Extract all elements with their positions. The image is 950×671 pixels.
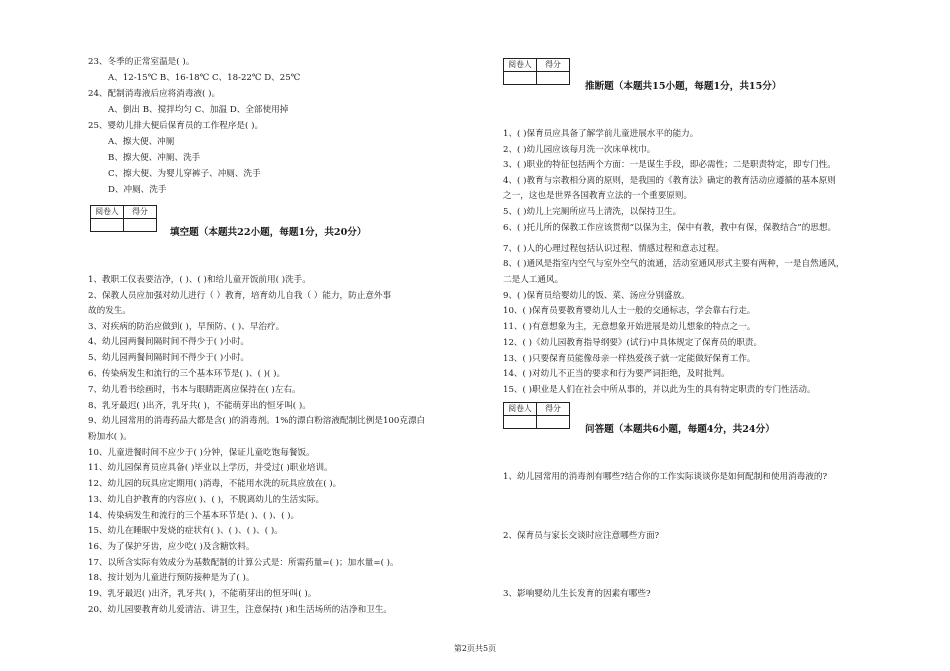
fill-line: 19、乳牙最迟( )出齐，乳牙共( )，不能萌芽出的恒牙叫( )。	[88, 589, 317, 599]
question-25-option-b: B、擦大便、冲厕、洗手	[108, 153, 201, 163]
judge-line: 1、( )保育员应具备了解学前儿童进展水平的能力。	[503, 129, 699, 139]
question-25: 25、婴幼儿排大便后保育员的工作程序是( )。	[88, 121, 264, 131]
fill-line: 15、幼儿在睡眠中发烧的症状有( )、( )、( )、( )。	[88, 526, 283, 536]
judge-line: 15、( )职业是人们在社会中所从事的，并以此为生的具有特定职责的专门性活动。	[503, 385, 816, 395]
question-23-options: A、12-15℃ B、16-18℃ C、18-22℃ D、25℃	[108, 73, 301, 83]
judge-line: 5、( )幼儿上完厕所应马上清洗，以保持卫生。	[503, 207, 682, 217]
judge-line: 10、( )保育员要教育婴幼儿人士一般的交通标志，学会靠右行走。	[503, 306, 756, 316]
fill-line: 粉加水( )。	[88, 432, 132, 442]
score-box-judge	[503, 58, 570, 85]
score-box-qa	[503, 402, 570, 429]
score-box-grader-label: 阅卷人	[91, 206, 124, 219]
judge-section-title: 推断题（本题共15小题，每题1分，共15分）	[585, 81, 782, 92]
fill-section-title: 填空题（本题共22小题，每题1分，共20分）	[170, 227, 367, 238]
question-24-options: A、倒出 B、搅拌均匀 C、加温 D、全部使用掉	[108, 105, 289, 115]
score-box-grader-label: 阅卷人	[504, 59, 537, 72]
fill-line: 8、乳牙最迟( )出齐，乳牙共( )，不能萌芽出的恒牙叫( )。	[88, 401, 311, 411]
judge-line: 14、( )对幼儿不正当的要求和行为要严词拒绝，及时批判。	[503, 369, 730, 379]
fill-line: 11、幼儿园保育员应具备( )毕业以上学历，并受过( )职业培训。	[88, 463, 333, 473]
fill-line: 6、传染病发生和流行的三个基本环节是( )、( )( )。	[88, 369, 286, 379]
fill-line: 18、按计划为儿童进行预防接种是为了( )。	[88, 573, 255, 583]
fill-line: 2、保教人员应加强对幼儿进行（ ）教育，培育幼儿自我（ ）能力，防止意外事	[88, 291, 392, 301]
score-box-score-cell	[537, 72, 570, 85]
fill-line: 故的发生。	[88, 306, 131, 316]
judge-line: 2、( )幼儿园应该每月洗一次床单枕巾。	[503, 145, 656, 155]
qa-question-2: 2、保育员与家长交谈时应注意哪些方面?	[503, 531, 660, 541]
question-25-option-c: C、擦大便、为婴儿穿裤子、冲厕、洗手	[108, 169, 261, 179]
question-25-option-d: D、冲厕、洗手	[108, 185, 167, 195]
score-box-score-label: 得分	[537, 403, 570, 416]
score-box-grader-cell	[504, 416, 537, 429]
judge-line: 二是人工通风。	[503, 275, 564, 285]
fill-line: 7、幼儿看书绘画时，书本与眼睛距离应保持在( )左右。	[88, 385, 301, 395]
score-box-score-cell	[124, 219, 157, 232]
fill-line: 9、幼儿园常用的消毒药品大都是含( )的消毒剂。1%的漂白粉溶液配制比例是100克漂白	[88, 416, 426, 426]
score-box-fill	[90, 205, 157, 232]
fill-line: 14、传染病发生和流行的三个基本环节是( )、( )、( )。	[88, 511, 300, 521]
fill-line: 5、幼儿园两餐间隔时间不得少于( )小时。	[88, 353, 249, 363]
score-box-grader-cell	[91, 219, 124, 232]
fill-line: 1、教职工仪表要洁净，( )、( )和给儿童开饭前用( )洗手。	[88, 275, 311, 285]
judge-line: 6、( )托儿所的保教工作应该贯彻“以保为主，保中有教，教中有保，保教结合”的思想。	[503, 223, 837, 233]
question-24: 24、配制消毒液后应将消毒液( )。	[88, 89, 221, 99]
qa-question-1: 1、幼儿园常用的消毒剂有哪些?结合你的工作实际谈谈你是如何配制和使用消毒液的?	[503, 472, 828, 482]
qa-section-title: 问答题（本题共6小题，每题4分，共24分）	[585, 424, 775, 435]
fill-line: 16、为了保护牙齿，应少吃( )及含糖饮料。	[88, 542, 255, 552]
score-box-score-label: 得分	[124, 206, 157, 219]
judge-line: 7、( )人的心理过程包括认识过程、情感过程和意志过程。	[503, 244, 725, 254]
fill-line: 10、儿童进餐时间不应少于( )分钟，保证儿童吃饱每餐饭。	[88, 448, 315, 458]
score-box-score-cell	[537, 416, 570, 429]
question-23: 23、冬季的正常室温是( )。	[88, 57, 195, 67]
judge-line: 之一，这也是世界各国教育立法的一个重要原则。	[503, 191, 693, 201]
fill-line: 12、幼儿园的玩具应定期用( )消毒，不能用水洗的玩具应放在( )。	[88, 479, 342, 489]
fill-line: 17、以所含实际有效成分为基数配制的计算公式是：所需药量=( )；加水量=( )。	[88, 558, 399, 568]
judge-line: 9、( )保育员给婴幼儿的饭、菜、汤应分别盛放。	[503, 291, 690, 301]
fill-line: 20、幼儿园要教育幼儿爱清洁、讲卫生，注意保持( )和生活场所的洁净和卫生。	[88, 605, 392, 615]
judge-line: 4、( )教育与宗教相分离的原则，是我国的《教育法》确定的教育活动应遵循的基本原则	[503, 176, 836, 186]
score-box-grader-label: 阅卷人	[504, 403, 537, 416]
score-box-grader-cell	[504, 72, 537, 85]
judge-line: 8、( )通风是指室内空气与室外空气的流通，活动室通风形式主要有两种，一是自然通风，	[503, 259, 845, 269]
fill-line: 4、幼儿园两餐间隔时间不得少于( )小时。	[88, 337, 249, 347]
judge-line: 12、( )《幼儿园教育指导纲要》(试行)中具体规定了保育员的职责。	[503, 338, 763, 348]
judge-line: 11、( )有意想象为主，无意想象开始进展是幼儿想象的特点之一。	[503, 322, 756, 332]
judge-line: 3、( )职业的特征包括两个方面：一是谋生手段，即必需性；二是职责特定，即专门性。	[503, 160, 836, 170]
question-25-option-a: A、擦大便、冲厕	[108, 137, 175, 147]
page-footer: 第2页共5页	[453, 644, 497, 653]
score-box-score-label: 得分	[537, 59, 570, 72]
fill-line: 13、幼儿自护教育的内容应( )、( )，不脱离幼儿的生活实际。	[88, 495, 325, 505]
fill-line: 3、对疾病的防治应做到( )，早预防、( )、早治疗。	[88, 322, 285, 332]
qa-question-3: 3、影响婴幼儿生长发育的因素有哪些?	[503, 589, 651, 599]
judge-line: 13、( )只要保育员能像母亲一样热爱孩子就一定能做好保育工作。	[503, 354, 756, 364]
